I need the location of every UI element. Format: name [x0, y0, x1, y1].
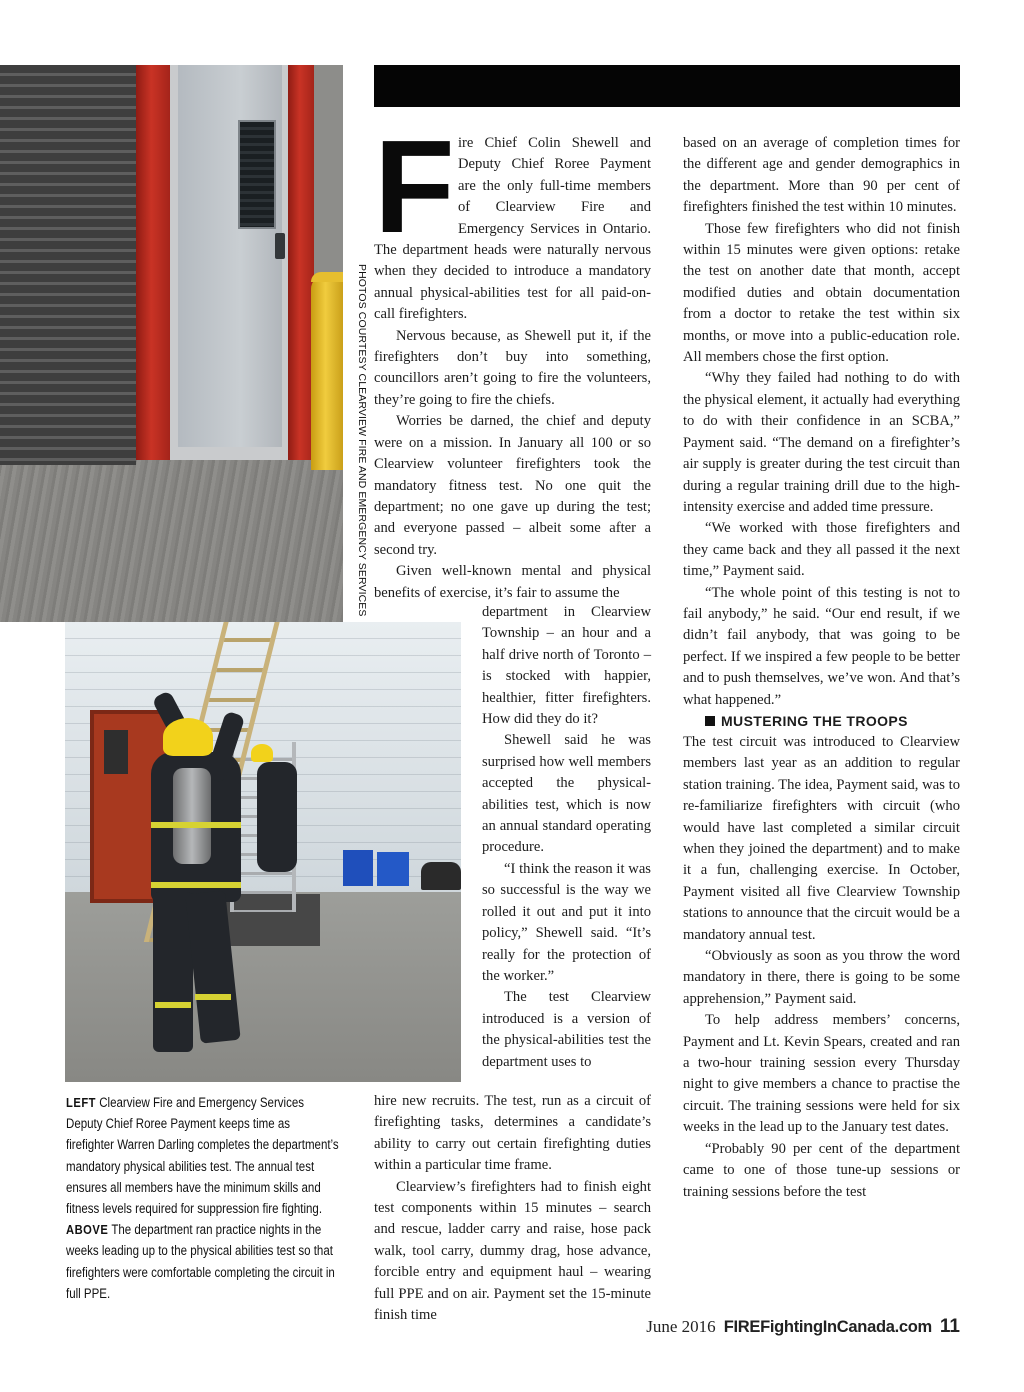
paragraph: Nervous because, as Shewell put it, if the firefighters don’t buy into something, councillors aren’t going to fire the volunteers, they’re going to fire the chiefs. [374, 327, 651, 408]
paragraph: “Obviously as soon as you throw the word mandatory in there, there is going to be some apprehension,” Payment said. [683, 948, 960, 1007]
paragraph: To help address members’ concerns, Payment and Lt. Kevin Spears, created and ran a two-hour training session every Thursday night to give members a chance to practise the circuit. The training sessions were held for six weeks in the lead up to the January test dates. [683, 1012, 960, 1136]
paragraph: The test circuit was introduced to Clearview members last year as an addition to regular station training. The idea, Payment said, was to re-familiarize firefighters with circuit (who would have last completed a similar circuit when they joined the department) and to make it a fun, challenging exercise. In October, Payment visited all five Clearview Township stations to announce that the circuit would be a mandatory annual test. [683, 733, 960, 943]
paragraph: department in Clearview Township – an hour and a half drive north of Toronto – is stocked with happier, healthier, fitter firefighters. How did they do it? [482, 604, 651, 728]
paragraph: “Probably 90 per cent of the department came to one of those tune-up sessions or training sessions before the test [683, 1140, 960, 1200]
article-column-1-top [374, 113, 651, 604]
caption-above: ABOVE The department ran practice nights in the weeks leading up to the physical abilities test so that firefighters were comfortable completing the circuit in full PPE. [66, 1222, 335, 1301]
paragraph: “Why they failed had nothing to do with the physical element, it actually had everything to do with their confidence in an SCBA,” Payment said. “The demand on a firefighter’s air supply is greater during the test circuit than during a regular training drill due to the high-intensity exercise and added time pressure. [683, 370, 960, 515]
issue-date: June 2016 [646, 1317, 716, 1336]
photo-building-exterior [0, 65, 343, 622]
paragraph: The test Clearview introduced is a version of the physical-abilities test the department uses to [482, 989, 651, 1070]
header-bar [374, 65, 960, 107]
paragraph: based on an average of completion times for the different age and gender demographics in the department. More than 90 per cent of firefighters finished the test within 10 minutes. [683, 135, 960, 216]
site-name: FIREFightingInCanada.com [723, 1318, 932, 1336]
paragraph: hire new recruits. The test, run as a circuit of firefighting tasks, determines a candidate’s ability to carry out certain firefighting duties within a particular time frame. [374, 1093, 651, 1174]
drop-cap: F [374, 113, 455, 260]
caption-label-above: ABOVE [66, 1222, 109, 1238]
page-number: 11 [939, 1316, 960, 1337]
paragraph: Given well-known mental and physical benefits of exercise, it’s fair to assume the [374, 563, 651, 601]
paragraph: Fire Chief Colin Shewell and Deputy Chief Roree Payment are the only full-time members of Clearview Fire and Emergency Services in Ontario. The department heads were naturally nervous when they decided to introduce a mandatory annual physical-abilities test for all paid-on-call firefighters. [374, 113, 651, 323]
paragraph: Those few firefighters who did not finish within 15 minutes were given options: retake the test on another date that month, accept modified duties and obtain documentation from a doctor to retake the test within six months, or move into a public-education role. All members chose the first option. [683, 220, 960, 366]
article-column-1-bottom [374, 1091, 651, 1326]
caption-left: LEFT Clearview Fire and Emergency Services Deputy Chief Roree Payment keeps time as firefighter Warren Darling completes the department’s mandatory physical abilities test. The annual test ensures all members have the minimum skills and fitness levels required for suppression fire fighting. [66, 1095, 339, 1217]
article-column-1-narrow [482, 602, 651, 1073]
paragraph: Clearview’s firefighters had to finish eight test components within 15 minutes – search and rescue, ladder carry and raise, hose pack walk, tool carry, dummy drag, hose advance, forcible entry and equipment haul – wearing full PPE and on air. Payment set the 15-minute finish time [374, 1178, 651, 1324]
article-column-2 [683, 133, 960, 1203]
photo-credit: PHOTOS COURTESY CLEARVIEW FIRE AND EMERGENCY SERVICES [356, 264, 368, 617]
paragraph: “We worked with those firefighters and they came back and they all passed it the next time,” Payment said. [683, 520, 960, 580]
paragraph: “The whole point of this testing is not to fail anybody,” he said. “Our end result, if we didn’t fail anybody, that was going to be perfect. If we inspired a few people to be better and to push themselves, we’ve won. And that’s what happened.” [683, 584, 960, 708]
photo-caption [66, 1092, 339, 1304]
page-footer [560, 1316, 960, 1338]
caption-label-left: LEFT [66, 1095, 97, 1110]
paragraph: “I think the reason it was so successful is the way we rolled it out and put it into policy,” Shewell said. “It’s really for the protection of the worker.” [482, 860, 651, 984]
paragraph: Worries be darned, the chief and deputy were on a mission. In January all 100 or so Clearview volunteer firefighters took the mandatory fitness test. No one quit the department; no one gave up during the test; and everyone passed – albeit some after a second try. [374, 413, 651, 558]
paragraph: Shewell said he was surprised how well members accepted the physical-abilities test, which is now an annual standard operating procedure. [482, 732, 651, 856]
section-subhead: MUSTERING THE TROOPS [683, 711, 960, 732]
photo-firefighter-test [65, 622, 461, 1082]
square-bullet-icon [705, 716, 715, 726]
